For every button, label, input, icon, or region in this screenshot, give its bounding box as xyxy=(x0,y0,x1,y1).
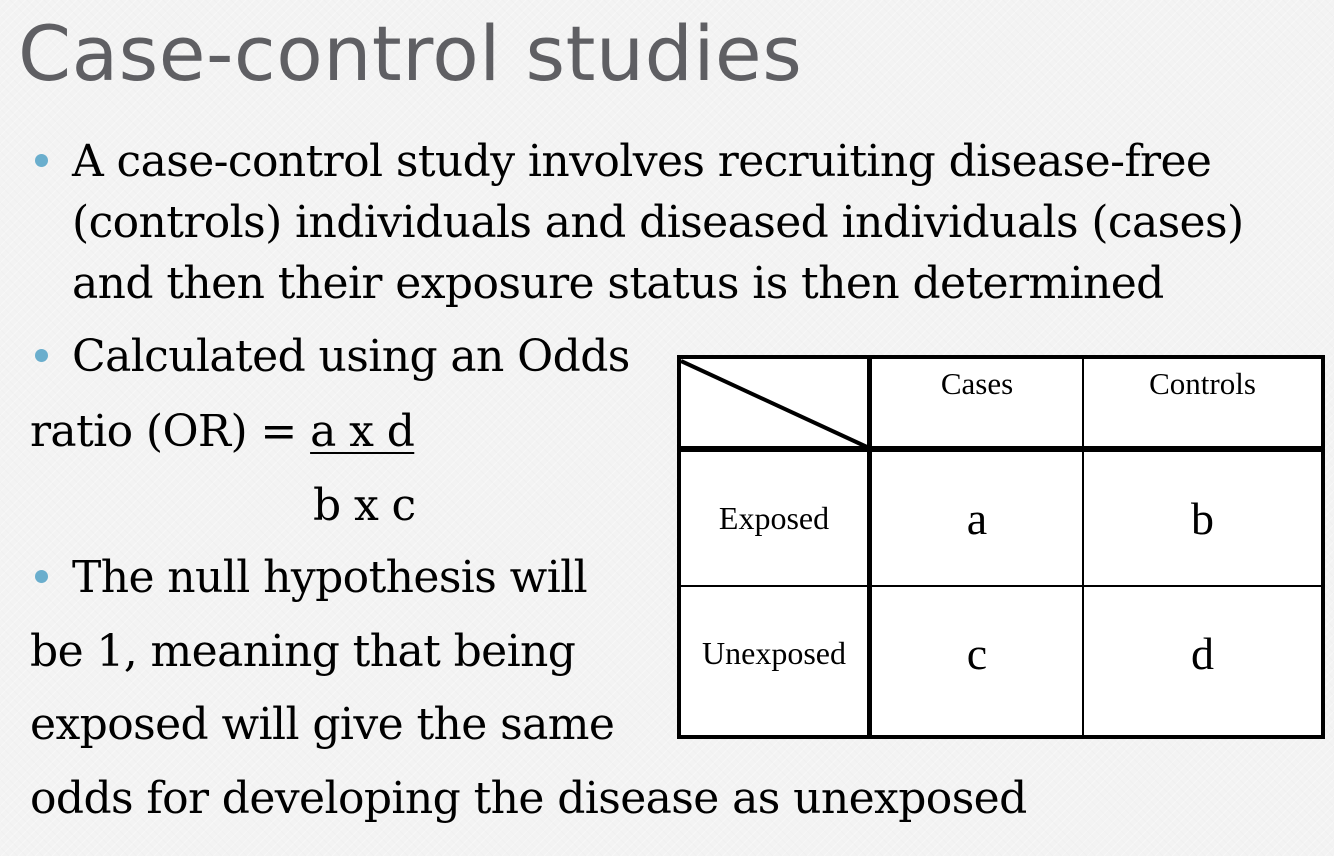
bullet-1-line-1: A case-control study involves recruiting disease-free xyxy=(72,136,1212,187)
bullet-2-line-1: Calculated using an Odds xyxy=(72,331,630,382)
odds-ratio-formula xyxy=(30,404,414,460)
cell-exposed-controls: b xyxy=(1191,493,1214,544)
bullet-1-line-2: (controls) individuals and diseased individuals (cases) xyxy=(72,197,1244,248)
odds-ratio-denominator: b x c xyxy=(313,480,416,531)
bullet-dot-3 xyxy=(35,570,48,583)
col-header-controls: Controls xyxy=(1149,366,1256,401)
bullet-3-line-3: exposed will give the same xyxy=(30,699,615,750)
row-label-unexposed: Unexposed xyxy=(702,634,846,671)
bullet-3-line-4: odds for developing the disease as unexposed xyxy=(30,773,1027,824)
row-label-exposed: Exposed xyxy=(718,500,830,536)
bullet-dot-2 xyxy=(35,349,48,362)
bullet-3-line-2: be 1, meaning that being xyxy=(30,626,576,677)
cell-exposed-cases: a xyxy=(966,493,988,544)
cell-unexposed-cases: c xyxy=(966,627,988,679)
col-header-cases: Cases xyxy=(940,366,1014,401)
cell-unexposed-controls: d xyxy=(1191,627,1214,679)
bullet-dot-1 xyxy=(35,154,48,167)
bullet-1-line-3: and then their exposure status is then determined xyxy=(72,258,1164,309)
odds-ratio-label: ratio (OR) = xyxy=(30,406,311,457)
bullet-3-line-1: The null hypothesis will xyxy=(72,552,588,603)
odds-ratio-numerator: a x d xyxy=(310,406,415,457)
slide-title: Case-control studies xyxy=(18,9,803,98)
contingency-table xyxy=(677,355,1325,739)
